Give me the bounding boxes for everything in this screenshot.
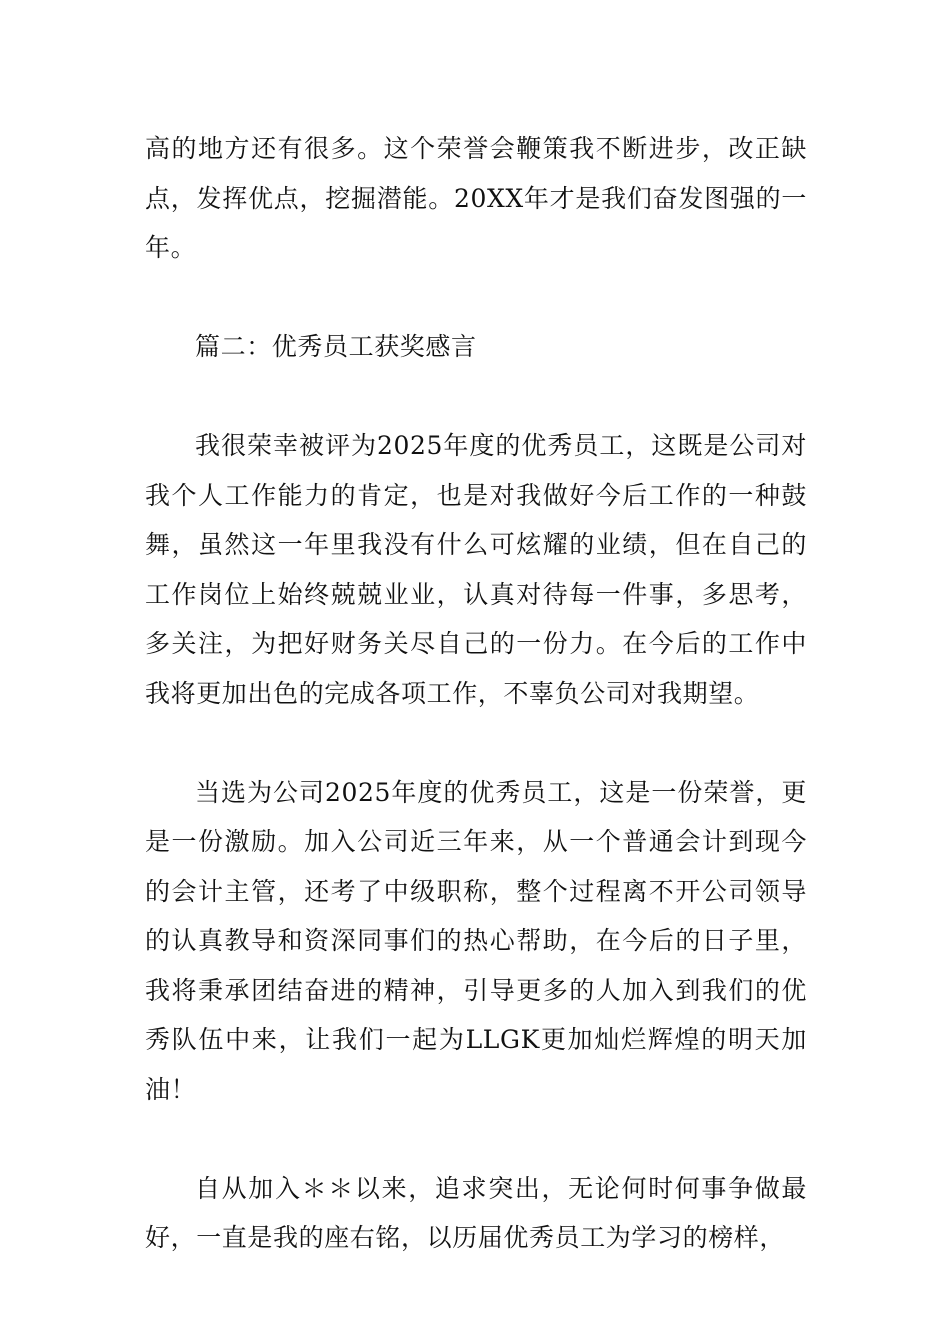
paragraph-gap (145, 372, 807, 422)
paragraph-3: 自从加入＊＊以来，追求突出，无论何时何事争做最好，一直是我的座右铭，以历届优秀员工为学习的榜样， (145, 1173, 807, 1252)
document-body (145, 124, 807, 1263)
paragraph-2: 当选为公司2025年度的优秀员工，这是一份荣誉，更是一份激励。加入公司近三年来，从一个普通会计到现今的会计主管，还考了中级职称，整个过程离不开公司领导的认真教导和资深同事们的热心帮助，在今后的日子里，我将秉承团结奋进的精神，引导更多的人加入到我们的优秀队伍中来，让我们一起为LLGK更加灿烂辉煌的明天加油！ (145, 777, 807, 1104)
paragraph-gap (145, 1114, 807, 1164)
paragraph-continuation: 高的地方还有很多。这个荣誉会鞭策我不断进步，改正缺点，发挥优点，挖掘潜能。20XX年才是我们奋发图强的一年。 (145, 134, 807, 262)
paragraph-1: 我很荣幸被评为2025年度的优秀员工，这既是公司对我个人工作能力的肯定，也是对我做好今后工作的一种鼓舞，虽然这一年里我没有什么可炫耀的业绩，但在自己的工作岗位上始终兢兢业业，认真对待每一件事，多思考，多关注，为把好财务关尽自己的一份力。在今后的工作中我将更加出色的完成各项工作，不辜负公司对我期望。 (145, 431, 807, 708)
paragraph-gap (145, 718, 807, 768)
paragraph-gap (145, 273, 807, 323)
section-heading: 篇二：优秀员工获奖感言 (195, 332, 477, 361)
